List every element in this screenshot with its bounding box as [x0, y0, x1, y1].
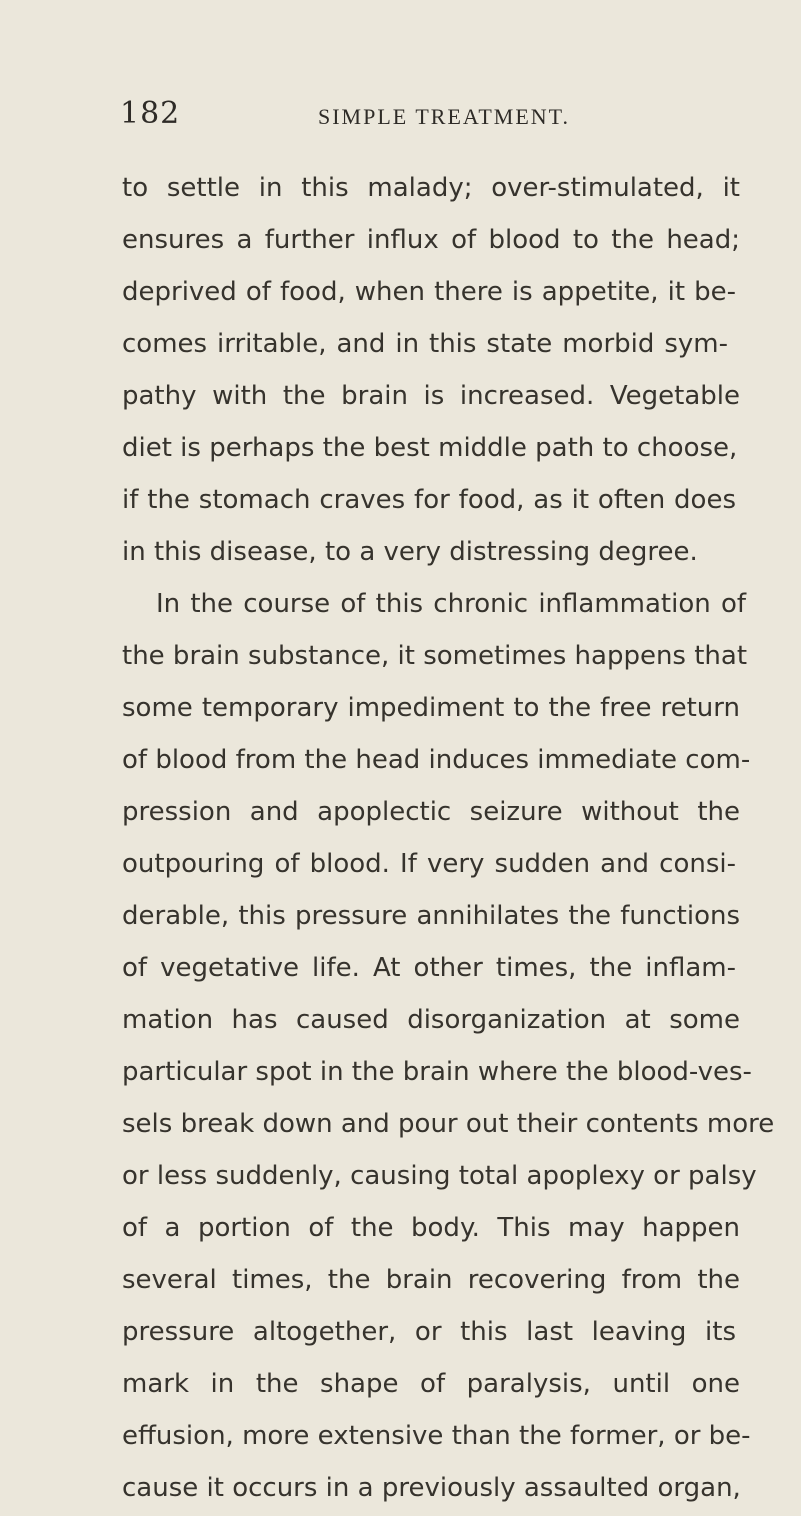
text-line: mark in the shape of paralysis, until one [122, 1369, 740, 1399]
running-title: SIMPLE TREATMENT. [318, 104, 570, 129]
text-line: the brain substance, it sometimes happens that [122, 641, 748, 671]
text-line: cause it occurs in a previously assaulted organ, [122, 1473, 741, 1503]
text-line: outpouring of blood. If very sudden and consi- [122, 849, 736, 879]
text-line: pression and apoplectic seizure without the [122, 797, 740, 827]
text-line: diet is perhaps the best middle path to choose, [122, 433, 738, 463]
text-line: of blood from the head induces immediate com- [122, 745, 751, 775]
text-line: effusion, more extensive than the former, or be- [122, 1421, 751, 1451]
text-line: derable, this pressure annihilates the functions [122, 901, 740, 931]
text-line: several times, the brain recovering from the [122, 1265, 740, 1295]
text-line: pressure altogether, or this last leaving its [122, 1317, 736, 1347]
text-line: ensures a further influx of blood to the head; [122, 225, 740, 255]
text-line: in this disease, to a very distressing degree. [122, 537, 698, 567]
text-line: of vegetative life. At other times, the inflam- [122, 953, 736, 983]
text-line: if the stomach craves for food, as it often does [122, 485, 736, 515]
text-line: comes irritable, and in this state morbid sym- [122, 329, 728, 359]
running-head [120, 96, 740, 136]
text-line: some temporary impediment to the free return [122, 693, 740, 723]
text-line: sels break down and pour out their contents more [122, 1109, 775, 1139]
text-line: particular spot in the brain where the blood-ves- [122, 1057, 752, 1087]
text-line: of a portion of the body. This may happen [122, 1213, 740, 1243]
text-line: to settle in this malady; over-stimulated, it [122, 173, 740, 203]
text-line: deprived of food, when there is appetite, it be- [122, 277, 736, 307]
text-line: In the course of this chronic inflammation of [156, 589, 746, 619]
page-number: 182 [120, 96, 181, 131]
text-line: mation has caused disorganization at some [122, 1005, 740, 1035]
text-line: pathy with the brain is increased. Vegetable [122, 381, 740, 411]
text-line: or less suddenly, causing total apoplexy or palsy [122, 1161, 757, 1191]
